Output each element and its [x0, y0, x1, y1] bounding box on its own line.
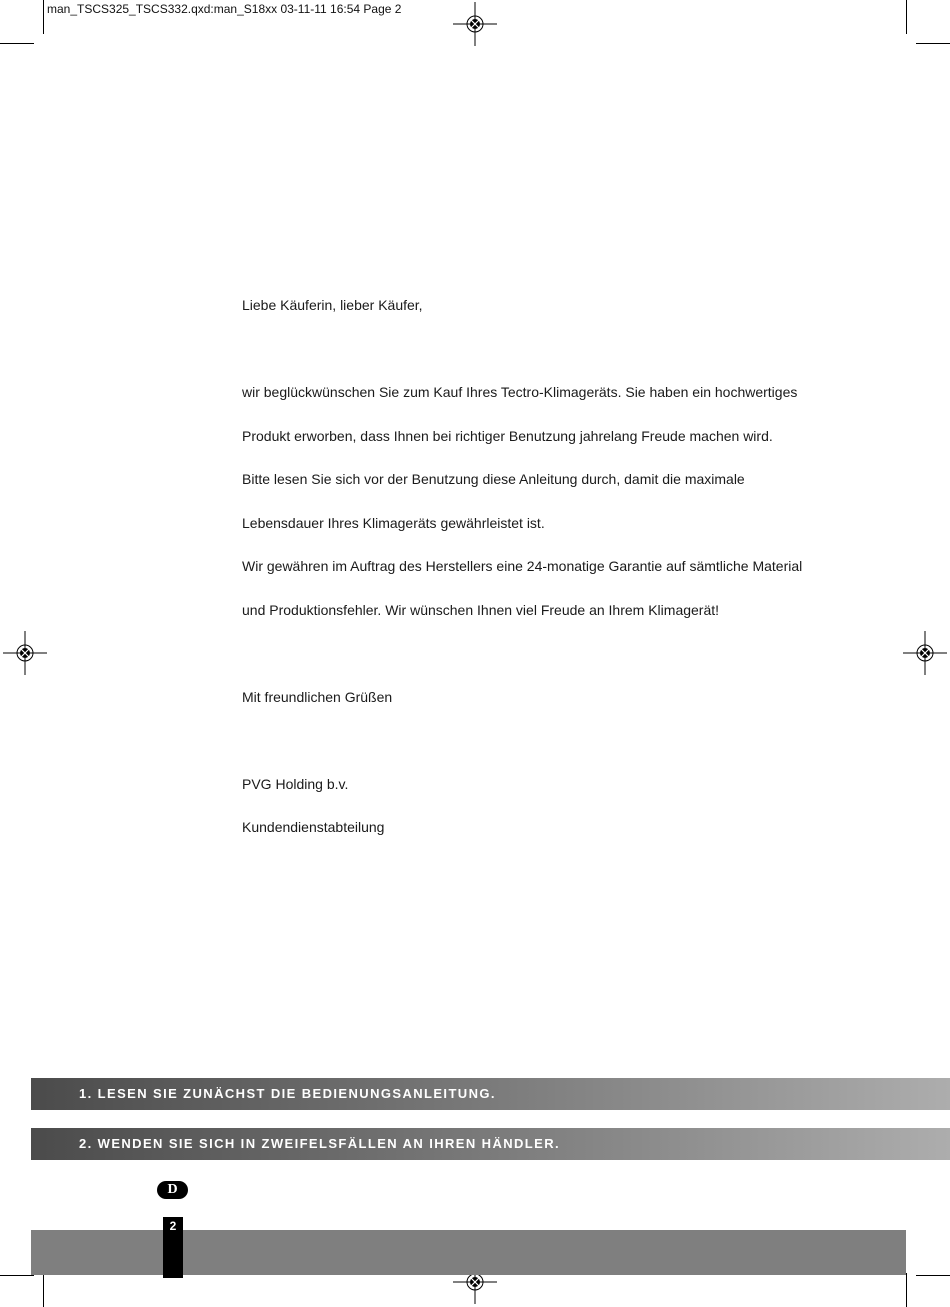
crop-mark-bottom-right-vertical: [906, 1273, 907, 1307]
letter-body-line: Wir gewähren im Auftrag des Herstellers eine 24-monatige Garantie auf sämtliche Material: [242, 558, 803, 574]
registration-mark-top-icon: [453, 2, 497, 46]
letter-body-line: Lebensdauer Ihres Klimageräts gewährleistet ist.: [242, 514, 545, 531]
print-slug-line: man_TSCS325_TSCS332.qxd:man_S18xx 03-11-11 16:54 Page 2: [47, 2, 402, 16]
crop-mark-bottom-right-horizontal: [916, 1275, 950, 1276]
letter-body-line: Bitte lesen Sie sich vor der Benutzung diese Anleitung durch, damit die maximale: [242, 471, 745, 487]
letter-body-line: Produkt erworben, dass Ihnen bei richtiger Benutzung jahrelang Freude machen wird.: [242, 427, 773, 444]
letter-body-line: und Produktionsfehler. Wir wünschen Ihnen viel Freude an Ihrem Klimagerät!: [242, 601, 720, 618]
page-number-tab: [163, 1217, 183, 1278]
instruction-band-ask-dealer: 2. WENDEN SIE SICH IN ZWEIFELSFÄLLEN AN IHREN HÄNDLER.: [31, 1128, 950, 1160]
letter-closing: Mit freundlichen Grüßen: [242, 688, 393, 705]
crop-mark-top-left-vertical: [43, 0, 44, 34]
welcome-letter: [242, 298, 882, 834]
instruction-band-read-manual: 1. LESEN SIE ZUNÄCHST DIE BEDIENUNGSANLEITUNG.: [31, 1078, 950, 1110]
crop-mark-top-left-horizontal: [0, 43, 34, 44]
crop-mark-bottom-left-horizontal: [0, 1275, 34, 1276]
letter-salutation: Liebe Käuferin, lieber Käufer,: [242, 297, 423, 313]
registration-mark-left-icon: [3, 631, 47, 675]
crop-mark-bottom-left-vertical: [43, 1273, 44, 1307]
language-badge: D: [157, 1181, 188, 1199]
letter-company: PVG Holding b.v.: [242, 775, 349, 792]
crop-mark-top-right-vertical: [906, 0, 907, 34]
page-number: 2: [169, 1219, 177, 1233]
letter-body-line: wir beglückwünschen Sie zum Kauf Ihres Tectro-Klimageräts. Sie haben ein hochwertiges: [242, 384, 798, 400]
registration-mark-right-icon: [903, 631, 947, 675]
letter-department: Kundendienstabteilung: [242, 819, 385, 835]
crop-mark-top-right-horizontal: [916, 43, 950, 44]
